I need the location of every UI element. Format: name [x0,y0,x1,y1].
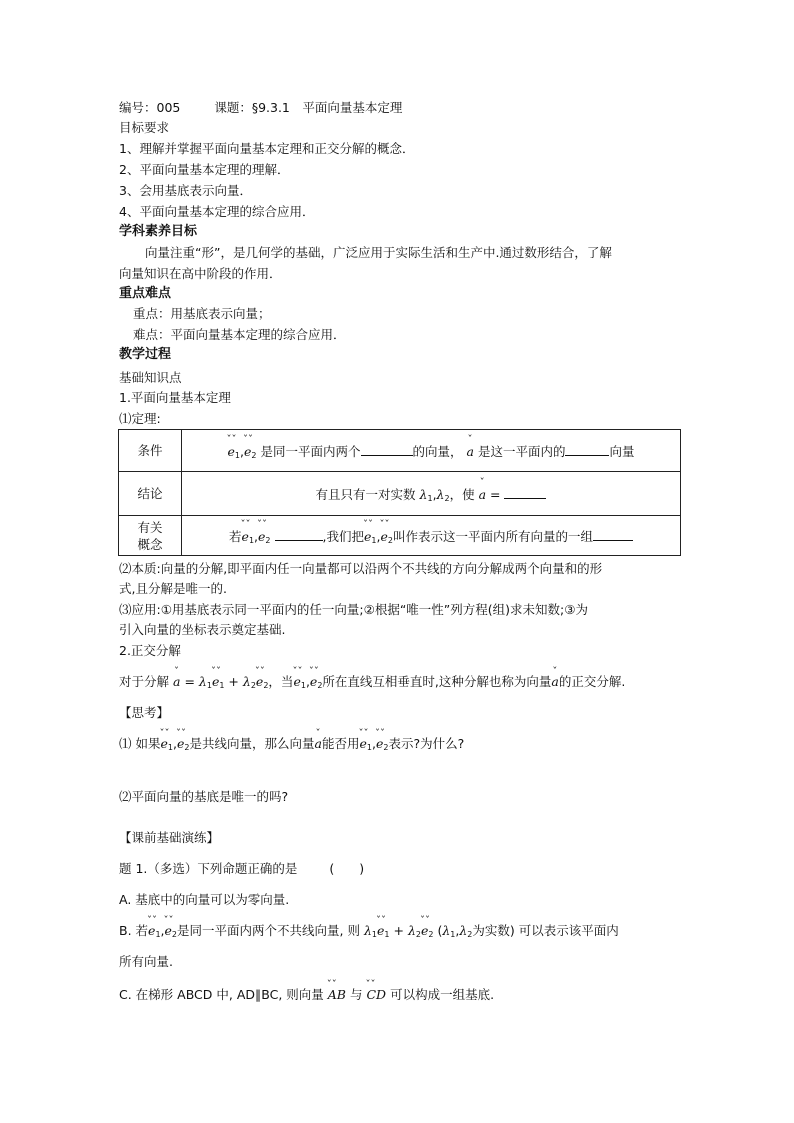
answer-blank[interactable] [593,528,633,541]
option-a[interactable]: A. 基底中的向量可以为零向量. [119,892,290,907]
application-line-1: ⑶应用:①用基底表示同一平面内的任一向量;②根据“唯一性”列方程(组)求未知数;③为 [119,602,588,617]
section2-title: 2.正交分解 [119,643,181,658]
goal-item: 1、理解并掌握平面向量基本定理和正交分解的概念． [119,141,415,156]
table-row-concepts [119,516,681,556]
row-head-conclusion: 结论 [119,472,182,516]
answer-blank[interactable] [361,443,413,456]
vector-a: ˇ a [479,487,486,502]
question-1: 题 1.（多选）下列命题正确的是 ( ) [119,861,365,876]
table-row-condition [119,430,681,472]
row-body-conclusion: 有且只有一对实数 $\lambda_1,\lambda_2$，使 ˇ a = [182,472,681,516]
vector-e1: ˇˇ e [242,529,249,544]
think-title: 【思考】 [119,705,170,720]
option-b[interactable]: B. 若ˇˇ $e_1,ˇˇ$ $e_2$是同一平面内两个不共线向量, 则 $\lambda_1ˇˇ$ $e_1$ + $\lambda_2ˇˇ$ $e_2$ ($\lambda_1,\lambda_2$为实数) 可以表示该平面内 [119,922,619,944]
table-row-conclusion [119,472,681,516]
key-point: 重点：用基底表示向量； [133,306,271,321]
essence-line-2: 式,且分解是唯一的. [119,581,227,596]
think-question-1: ⑴ 如果ˇˇ $e_1,ˇˇ$ $e_2$是共线向量，那么向量ˇ a能否用ˇˇ $e_1,ˇˇ$ $e_2$表示?为什么? [119,735,464,757]
row-body-concepts: 若ˇˇ $e_1,ˇˇ$ $e_2$ ,我们把ˇˇ $e_1,ˇˇ$ $e_2$叫作表示这一平面内所有向量的一组 [182,516,681,556]
vector-e2: ˇˇ e [244,444,251,459]
definition-label: ⑴定理: [119,411,161,426]
answer-blank[interactable] [275,528,323,541]
row-head-concepts: 有关 概念 [119,516,182,556]
process-title: 教学过程 [119,347,172,362]
exercise-title: 【课前基础演练】 [119,830,220,845]
doc-topic: 课题：§9.3.1 平面向量基本定理 [214,100,403,115]
section1-title: 1.平面向量基本定理 [119,390,231,405]
doc-header [119,99,402,117]
vector-e2: ˇˇ e [256,673,263,691]
vector-ab: ˇˇ AB [328,986,346,1004]
vector-cd: ˇˇ CD [366,986,386,1004]
answer-paren[interactable]: ( ) [329,861,365,876]
answer-blank[interactable] [565,443,609,456]
vector-a: ˇ a [467,444,474,459]
goal-item: 2、平面向量基本定理的理解． [119,162,290,177]
think-question-2: ⑵平面向量的基底是唯一的吗? [119,789,289,804]
vector-e2: ˇˇ e [258,529,265,544]
option-c[interactable]: C. 在梯形 ABCD 中, AD∥BC, 则向量 ˇˇ AB 与 ˇˇ CD 可以构成一组基底. [119,986,494,1004]
basics-title: 基础知识点 [119,370,182,385]
literacy-text-2: 向量知识在高中阶段的作用． [119,266,282,281]
vector-a: ˇ a [173,673,180,691]
option-b-cont: 所有向量. [119,954,173,969]
row-head-condition: 条件 [119,430,182,472]
goal-item: 3、会用基底表示向量． [119,183,252,198]
answer-blank[interactable] [504,486,546,499]
doc-number: 编号：005 [119,100,181,115]
literacy-title: 学科素养目标 [119,224,198,239]
vector-e1: ˇˇ e [228,444,235,459]
vector-e1: ˇˇ e [212,673,219,691]
theorem-table [118,429,681,556]
essence-line-1: ⑵本质:向量的分解,即平面内任一向量都可以沿两个不共线的方向分解成两个向量和的形 [119,561,603,576]
application-line-2: 引入向量的坐标表示奠定基础. [119,622,286,637]
row-body-condition: ˇˇ $e_1,ˇˇ$ $e_2$ 是同一平面内两个 的向量， ˇ a 是这一平面内的 向量 [182,430,681,472]
key-difficulty: 难点：平面向量基本定理的综合应用． [133,327,346,342]
goals-title: 目标要求 [119,120,170,135]
literacy-text-1: 向量注重“形”，是几何学的基础，广泛应用于实际生活和生产中.通过数形结合，了解 [145,245,612,260]
orthogonal-text: 对于分解 ˇ $a = \lambda_1ˇˇ$ $e_1$ + $\lambda_2ˇˇ$ $e_2$，当ˇˇ $e_1,ˇˇ$ $e_2$所在直线互相垂直时,这种分解也称为向量ˇ a的正交分解. [119,673,625,695]
goal-item: 4、平面向量基本定理的综合应用． [119,204,315,219]
key-title: 重点难点 [119,286,172,301]
